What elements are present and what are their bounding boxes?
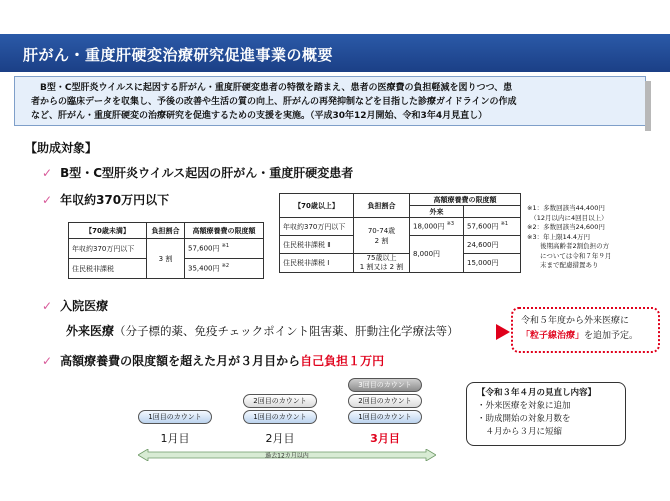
under70-table — [68, 222, 264, 279]
inpatient-item — [42, 297, 108, 314]
review-box — [466, 382, 626, 446]
outpatient-label: 外来医療 — [66, 324, 115, 338]
limit-rule-text: 高額療養費の限度額を超えた月が３月目から — [60, 354, 301, 368]
check-icon: ✓ — [42, 354, 53, 368]
table-header: 【70歳未満】 — [69, 223, 147, 239]
footnote: ※2：多数回該当24,600円 — [527, 223, 605, 231]
summary-line: 者からの臨床データを収集し、予後の改善や生活の質の向上、肝がんの再発抑制などを目指した診療ガイドラインの作成 — [31, 97, 517, 107]
footnote: ※3：年上限14.4万円 — [527, 232, 591, 241]
section-heading: 【助成対象】 — [25, 141, 98, 155]
table-cell: 15,000円 — [464, 254, 521, 273]
table-cell: 住民税非課税 — [69, 259, 147, 279]
month-label: 3月目 — [370, 432, 400, 445]
summary-line: B型・C型肝炎ウイルスに起因する肝がん・重度肝硬変患者の特徴を踏まえ、患者の医療費の負担軽減を図りつつ、患 — [31, 83, 513, 93]
right-arrow-icon — [496, 324, 510, 340]
ratio-text: 2 割 — [374, 236, 389, 245]
table-cell — [410, 218, 464, 236]
month-label: 2月目 — [265, 432, 295, 445]
note-line: 令和５年度から外来医療に — [521, 316, 630, 326]
table-header: 負担割合 — [354, 194, 410, 218]
table-header: 外来 — [410, 206, 464, 218]
footnote: については令和７年９月 — [527, 251, 612, 260]
limit-rule-item — [42, 352, 384, 369]
footnote-ref: ※1 — [500, 221, 509, 228]
footnote-ref: ※1 — [221, 243, 230, 250]
footnote: 末まで配慮措置あり — [527, 261, 599, 269]
footnote-ref: ※2 — [221, 263, 230, 270]
count-2-cylinder: 2回目のカウント — [243, 394, 317, 408]
count-2-cylinder: 2回目のカウント — [348, 394, 422, 408]
table-cell: 年収約370万円以下 — [69, 239, 147, 259]
footnote: （12月以内に4回目以上） — [527, 213, 608, 222]
period-label: 過去12カ月以内 — [265, 452, 309, 460]
summary-line: など、肝がん・重度肝硬変の治療研究を促進するための支援を実施。（平成30年12月開始、令和3年4月見直し） — [31, 111, 488, 121]
check-icon: ✓ — [42, 299, 53, 313]
outpatient-value: 18,000円 — [413, 222, 445, 231]
count-1-cylinder: 1回目のカウント — [243, 410, 317, 424]
ratio-text: 75歳以上 — [366, 254, 397, 262]
note-text: を追加予定。 — [584, 331, 639, 341]
table-header: 高額療養費の限度額 — [185, 223, 264, 239]
table-cell: 8,000円 — [410, 236, 464, 273]
check-icon: ✓ — [42, 193, 53, 207]
table-cell: 年収約370万円以下 — [280, 218, 354, 236]
footnote-ref: ※3 — [446, 221, 455, 228]
table-cell — [185, 239, 264, 259]
eligibility-item-income — [42, 191, 169, 208]
limit-value: 57,600円 — [467, 222, 499, 231]
table-cell — [185, 259, 264, 279]
eligibility-text: 年収約370万円以下 — [60, 193, 170, 207]
added-treatment-note — [511, 307, 660, 353]
table-header: 高額療養費の限度額 — [410, 194, 521, 206]
check-icon: ✓ — [42, 166, 53, 180]
period-arrow-icon — [138, 449, 436, 461]
review-item: ４月から３月に短縮 — [477, 427, 563, 437]
outpatient-detail: （分子標的薬、免疫チェックポイント阻害薬、肝動注化学療法等） — [114, 324, 459, 338]
table-header-blank — [464, 206, 521, 218]
table-header: 負担割合 — [147, 223, 185, 239]
limit-value: 57,600円 — [188, 244, 220, 253]
limit-value: 35,400円 — [188, 264, 220, 273]
footnote: ※1：多数回該当44,400円 — [527, 204, 605, 212]
eligibility-item-patients — [42, 164, 353, 181]
page-title: 肝がん・重度肝硬変治療研究促進事業の概要 — [0, 34, 670, 72]
table-cell: 住民税非課税 Ⅰ — [280, 254, 354, 273]
over70-table — [279, 193, 521, 273]
ratio-text: 70-74歳 — [367, 226, 396, 235]
limit-rule-highlight: 自己負担１万円 — [300, 354, 385, 368]
footnotes — [527, 204, 611, 271]
count-3-cylinder: 3回目のカウント — [348, 378, 422, 392]
table-cell — [464, 218, 521, 236]
table-cell: 3 割 — [147, 239, 185, 279]
footnote: 後期高齢者2割負担の方 — [527, 242, 610, 250]
inpatient-label: 入院医療 — [60, 299, 109, 313]
review-item: ・助成開始の対象月数を — [477, 414, 571, 424]
month-label: 1月目 — [160, 432, 190, 445]
outpatient-item — [66, 322, 459, 339]
eligibility-text: B型・C型肝炎ウイルス起因の肝がん・重度肝硬変患者 — [60, 166, 354, 180]
count-1-cylinder: 1回目のカウント — [348, 410, 422, 424]
particle-therapy-highlight: 「粒子線治療」 — [521, 331, 585, 341]
review-title: 【令和３年４月の見直し内容】 — [477, 388, 597, 398]
count-1-cylinder: 1回目のカウント — [138, 410, 212, 424]
note-line — [521, 329, 658, 344]
table-cell: 住民税非課税 Ⅱ — [280, 236, 354, 254]
table-cell — [354, 218, 410, 254]
table-cell — [354, 254, 410, 273]
table-header: 【70歳以上】 — [280, 194, 354, 218]
table-cell: 24,600円 — [464, 236, 521, 254]
ratio-text: 1 割又は 2 割 — [359, 263, 404, 271]
summary-box — [14, 76, 646, 126]
review-item: ・外来医療を対象に追加 — [477, 401, 571, 411]
